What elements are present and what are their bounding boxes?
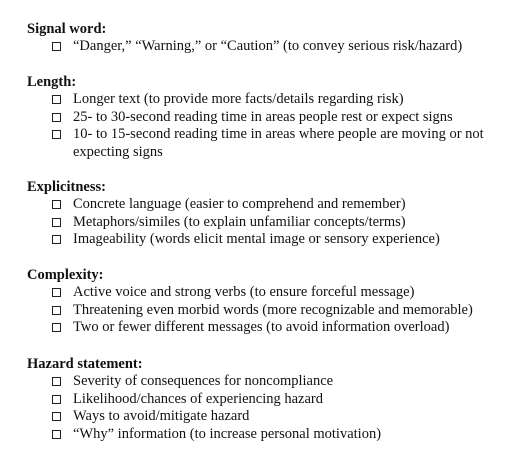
- section-heading: Signal word:: [27, 21, 107, 37]
- checklist-item-text: Active voice and strong verbs (to ensure forceful message): [73, 284, 415, 300]
- checkbox-icon[interactable]: [52, 95, 61, 104]
- section-heading: Complexity:: [27, 267, 104, 283]
- checkbox-icon[interactable]: [52, 377, 61, 386]
- checkbox-icon[interactable]: [52, 200, 61, 209]
- checklist-item-text: Threatening even morbid words (more recognizable and memorable): [73, 301, 473, 318]
- checkbox-icon[interactable]: [52, 130, 61, 139]
- checklist-item-text: Metaphors/similes (to explain unfamiliar concepts/terms): [73, 213, 406, 230]
- checkbox-icon[interactable]: [52, 218, 61, 227]
- checkbox-icon[interactable]: [52, 42, 61, 51]
- checkbox-icon[interactable]: [52, 430, 61, 439]
- section-heading: Hazard statement:: [27, 356, 143, 372]
- checklist-item[interactable]: [27, 109, 512, 127]
- checklist-item[interactable]: [27, 126, 512, 161]
- checklist-item[interactable]: [27, 373, 512, 391]
- section-explicitness: [27, 178, 512, 249]
- checkbox-icon[interactable]: [52, 412, 61, 421]
- checklist-item-text: Ways to avoid/mitigate hazard: [73, 408, 250, 424]
- section-signal-word: [27, 20, 512, 56]
- checklist-item[interactable]: [27, 391, 512, 409]
- checklist-item-text: Likelihood/chances of experiencing hazard: [73, 390, 324, 407]
- checkbox-icon[interactable]: [52, 306, 61, 315]
- checklist-item[interactable]: [27, 302, 512, 320]
- checklist-item[interactable]: [27, 91, 512, 109]
- checkbox-icon[interactable]: [52, 395, 61, 404]
- section-length: [27, 73, 512, 161]
- checklist-item[interactable]: [27, 214, 512, 232]
- checklist-item-text: Severity of consequences for noncompliance: [73, 373, 334, 389]
- checklist-item-text: Longer text (to provide more facts/details regarding risk): [73, 91, 404, 107]
- checklist-item-text: Imageability (words elicit mental image or sensory experience): [73, 231, 440, 247]
- checklist-item[interactable]: [27, 284, 512, 302]
- checklist-item-text: “Danger,” “Warning,” or “Caution” (to convey serious risk/hazard): [73, 38, 463, 54]
- checklist-item-text: 25- to 30-second reading time in areas people rest or expect signs: [73, 108, 453, 125]
- section-heading: Explicitness:: [27, 179, 106, 195]
- checkbox-icon[interactable]: [52, 113, 61, 122]
- checklist-item[interactable]: [27, 196, 512, 214]
- section-hazard-statement: [27, 355, 512, 443]
- checklist-item[interactable]: [27, 319, 512, 337]
- checkbox-icon[interactable]: [52, 323, 61, 332]
- checklist-item[interactable]: [27, 231, 512, 249]
- checklist-item-text: 10- to 15-second reading time in areas where people are moving or not expecting signs: [73, 126, 484, 160]
- section-heading: Length:: [27, 74, 77, 90]
- checklist-item-text: “Why” information (to increase personal motivation): [73, 425, 382, 442]
- checkbox-icon[interactable]: [52, 288, 61, 297]
- checkbox-icon[interactable]: [52, 235, 61, 244]
- section-complexity: [27, 266, 512, 337]
- checklist-item-text: Concrete language (easier to comprehend and remember): [73, 196, 406, 212]
- checklist-item[interactable]: [27, 38, 512, 56]
- checklist-item-text: Two or fewer different messages (to avoid information overload): [73, 319, 450, 335]
- checklist-item[interactable]: [27, 426, 512, 444]
- checklist-item[interactable]: [27, 408, 512, 426]
